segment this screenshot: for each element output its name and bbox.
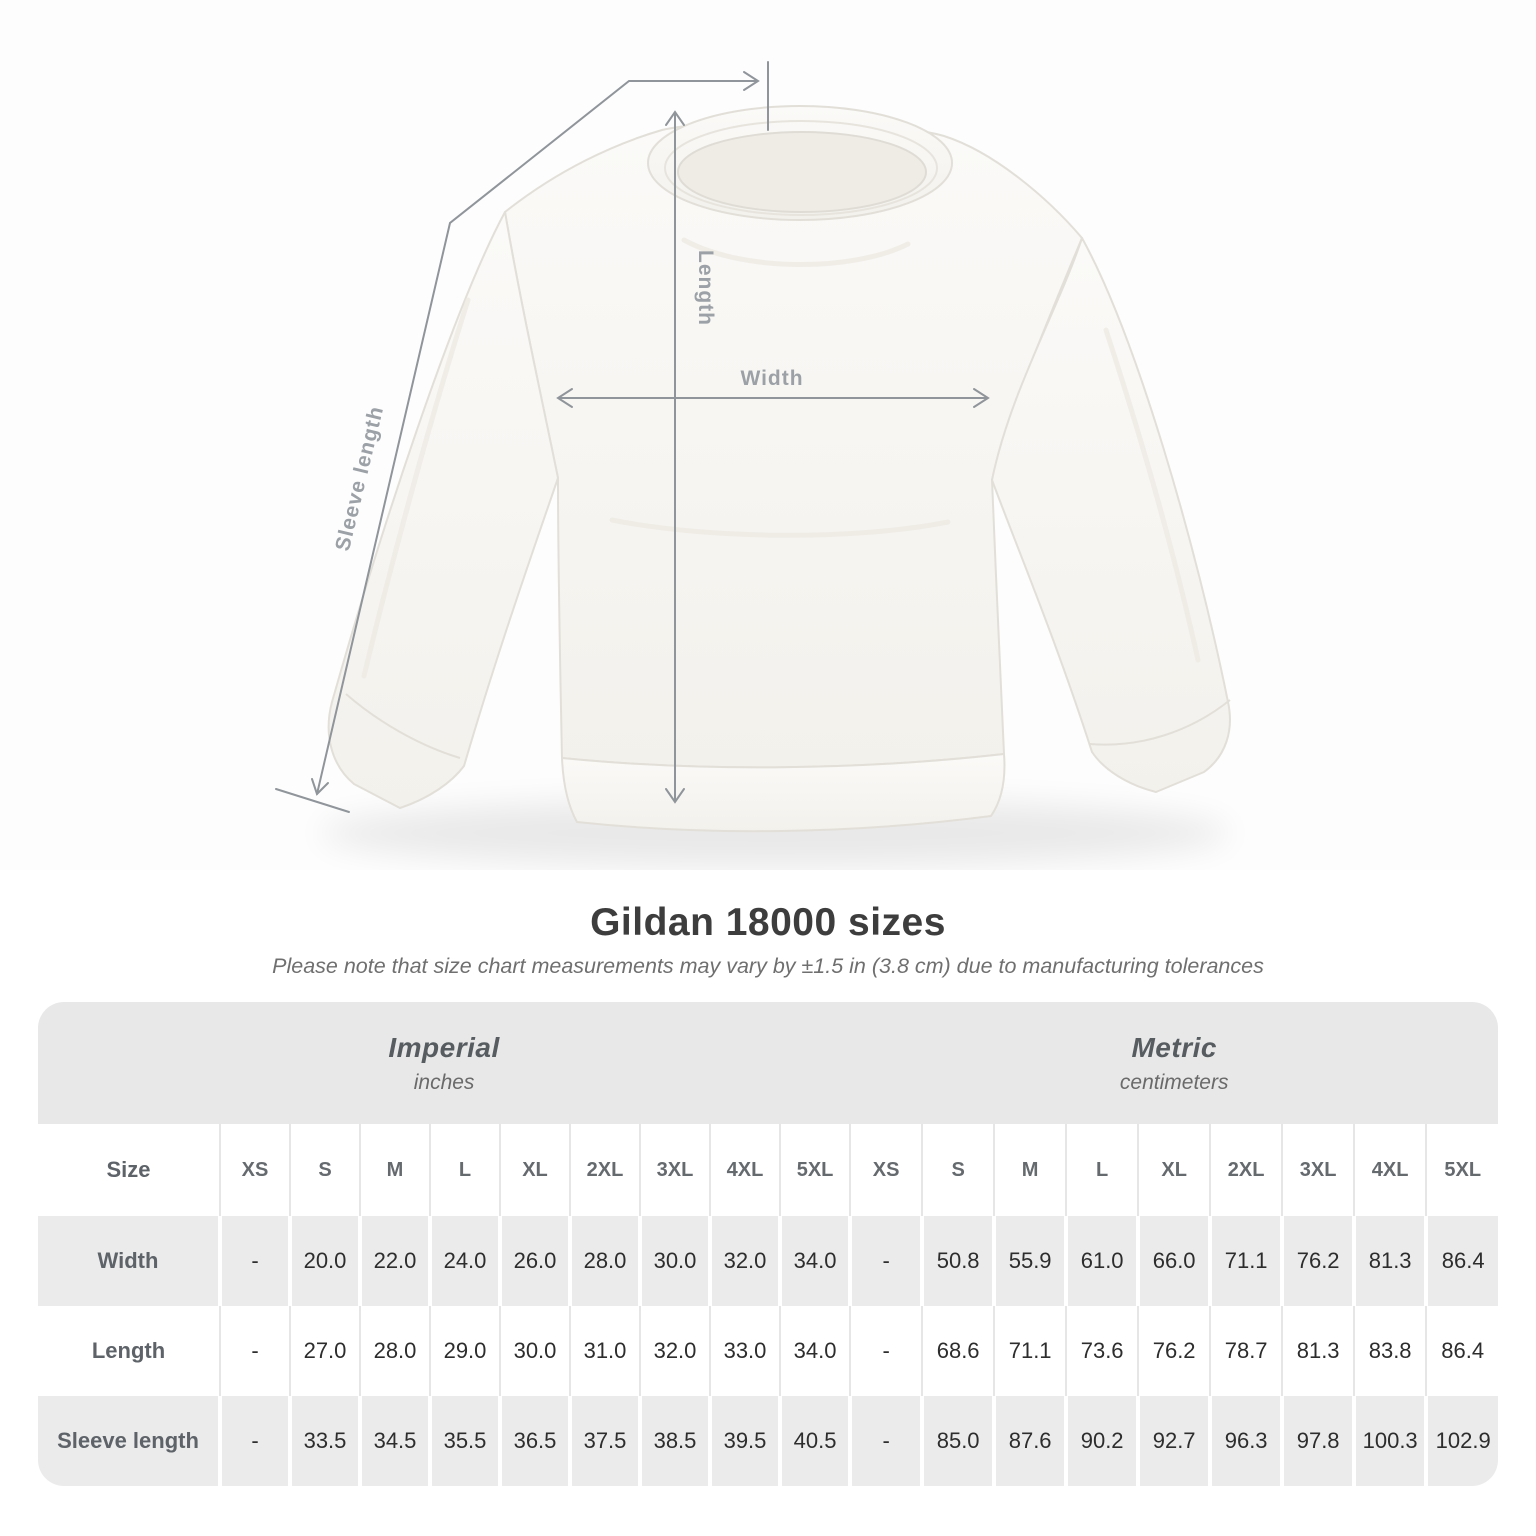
value-imperial-width-xs: -: [220, 1216, 290, 1306]
value-imperial-sleeve-length-xl: 36.5: [500, 1396, 570, 1486]
value-metric-length-xs: -: [850, 1306, 922, 1396]
value-metric-width-xl: 66.0: [1138, 1216, 1210, 1306]
value-metric-sleeve-length-5xl: 102.9: [1426, 1396, 1498, 1486]
size-chart-grid: [38, 1002, 1498, 1486]
size-header-imperial-4xl: 4XL: [710, 1124, 780, 1216]
length-label: Length: [694, 250, 717, 326]
value-metric-width-5xl: 86.4: [1426, 1216, 1498, 1306]
row-label-length: Length: [38, 1306, 220, 1396]
width-label: Width: [740, 367, 804, 390]
table-row-width: [38, 1216, 1498, 1306]
value-metric-length-4xl: 83.8: [1354, 1306, 1426, 1396]
size-header-imperial-5xl: 5XL: [780, 1124, 850, 1216]
size-header-imperial-l: L: [430, 1124, 500, 1216]
value-imperial-width-3xl: 30.0: [640, 1216, 710, 1306]
size-header-imperial-s: S: [290, 1124, 360, 1216]
value-imperial-length-l: 29.0: [430, 1306, 500, 1396]
value-metric-length-2xl: 78.7: [1210, 1306, 1282, 1396]
value-metric-width-xs: -: [850, 1216, 922, 1306]
value-imperial-sleeve-length-m: 34.5: [360, 1396, 430, 1486]
value-metric-sleeve-length-s: 85.0: [922, 1396, 994, 1486]
size-header-imperial-xs: XS: [220, 1124, 290, 1216]
value-metric-length-xl: 76.2: [1138, 1306, 1210, 1396]
unit-band-metric: [850, 1002, 1498, 1124]
value-imperial-sleeve-length-xs: -: [220, 1396, 290, 1486]
table-row-sleeve-length: [38, 1396, 1498, 1486]
unit-band-imperial: [38, 1002, 850, 1124]
size-header-row: [38, 1124, 1498, 1216]
value-imperial-sleeve-length-2xl: 37.5: [570, 1396, 640, 1486]
sleeve-length-label: Sleeve length: [331, 403, 389, 554]
value-imperial-length-4xl: 33.0: [710, 1306, 780, 1396]
table-row-length: [38, 1306, 1498, 1396]
value-imperial-length-xl: 30.0: [500, 1306, 570, 1396]
value-imperial-length-m: 28.0: [360, 1306, 430, 1396]
value-metric-length-3xl: 81.3: [1282, 1306, 1354, 1396]
value-imperial-length-3xl: 32.0: [640, 1306, 710, 1396]
value-metric-length-s: 68.6: [922, 1306, 994, 1396]
size-header-imperial-3xl: 3XL: [640, 1124, 710, 1216]
value-metric-width-l: 61.0: [1066, 1216, 1138, 1306]
row-label-width: Width: [38, 1216, 220, 1306]
value-metric-length-5xl: 86.4: [1426, 1306, 1498, 1396]
value-metric-width-s: 50.8: [922, 1216, 994, 1306]
value-imperial-length-s: 27.0: [290, 1306, 360, 1396]
unit-label-metric: Metric: [1131, 1031, 1217, 1063]
sweatshirt-illustration: [329, 106, 1230, 831]
unit-sublabel-imperial: inches: [413, 1070, 475, 1094]
size-chart-table: [38, 1002, 1498, 1486]
value-metric-sleeve-length-4xl: 100.3: [1354, 1396, 1426, 1486]
size-header-imperial-2xl: 2XL: [570, 1124, 640, 1216]
size-header-imperial-xl: XL: [500, 1124, 570, 1216]
value-imperial-width-4xl: 32.0: [710, 1216, 780, 1306]
value-metric-length-m: 71.1: [994, 1306, 1066, 1396]
row-label-sleeve-length: Sleeve length: [38, 1396, 220, 1486]
value-metric-width-m: 55.9: [994, 1216, 1066, 1306]
cuff-tick: [276, 789, 349, 812]
value-imperial-width-s: 20.0: [290, 1216, 360, 1306]
value-metric-width-3xl: 76.2: [1282, 1216, 1354, 1306]
size-header-metric-l: L: [1066, 1124, 1138, 1216]
value-imperial-width-l: 24.0: [430, 1216, 500, 1306]
size-header-metric-xl: XL: [1138, 1124, 1210, 1216]
size-header-metric-5xl: 5XL: [1426, 1124, 1498, 1216]
value-imperial-sleeve-length-5xl: 40.5: [780, 1396, 850, 1486]
value-imperial-width-xl: 26.0: [500, 1216, 570, 1306]
caption-section: [0, 900, 1536, 980]
size-header-metric-m: M: [994, 1124, 1066, 1216]
chart-title: Gildan 18000 sizes: [590, 901, 946, 944]
value-metric-sleeve-length-xl: 92.7: [1138, 1396, 1210, 1486]
value-metric-sleeve-length-2xl: 96.3: [1210, 1396, 1282, 1486]
size-header-metric-xs: XS: [850, 1124, 922, 1216]
value-imperial-width-m: 22.0: [360, 1216, 430, 1306]
unit-band-row: [38, 1002, 1498, 1124]
value-metric-sleeve-length-l: 90.2: [1066, 1396, 1138, 1486]
size-header-imperial-m: M: [360, 1124, 430, 1216]
value-imperial-sleeve-length-4xl: 39.5: [710, 1396, 780, 1486]
value-imperial-length-5xl: 34.0: [780, 1306, 850, 1396]
value-imperial-sleeve-length-l: 35.5: [430, 1396, 500, 1486]
unit-label-imperial: Imperial: [388, 1031, 500, 1063]
neck-opening: [678, 132, 926, 212]
size-header-metric-2xl: 2XL: [1210, 1124, 1282, 1216]
size-header-metric-4xl: 4XL: [1354, 1124, 1426, 1216]
value-metric-width-2xl: 71.1: [1210, 1216, 1282, 1306]
value-imperial-width-2xl: 28.0: [570, 1216, 640, 1306]
unit-sublabel-metric: centimeters: [1119, 1070, 1229, 1094]
size-header-metric-3xl: 3XL: [1282, 1124, 1354, 1216]
chart-subtitle: Please note that size chart measurements may vary by ±1.5 in (3.8 cm) due to manufacturing tolerances: [272, 954, 1264, 978]
size-corner-label: Size: [38, 1124, 220, 1216]
value-imperial-sleeve-length-3xl: 38.5: [640, 1396, 710, 1486]
value-imperial-length-2xl: 31.0: [570, 1306, 640, 1396]
value-metric-length-l: 73.6: [1066, 1306, 1138, 1396]
value-imperial-sleeve-length-s: 33.5: [290, 1396, 360, 1486]
value-metric-sleeve-length-3xl: 97.8: [1282, 1396, 1354, 1486]
size-header-metric-s: S: [922, 1124, 994, 1216]
value-metric-sleeve-length-m: 87.6: [994, 1396, 1066, 1486]
value-imperial-width-5xl: 34.0: [780, 1216, 850, 1306]
value-imperial-length-xs: -: [220, 1306, 290, 1396]
value-metric-width-4xl: 81.3: [1354, 1216, 1426, 1306]
value-metric-sleeve-length-xs: -: [850, 1396, 922, 1486]
table-section: [0, 1002, 1536, 1486]
